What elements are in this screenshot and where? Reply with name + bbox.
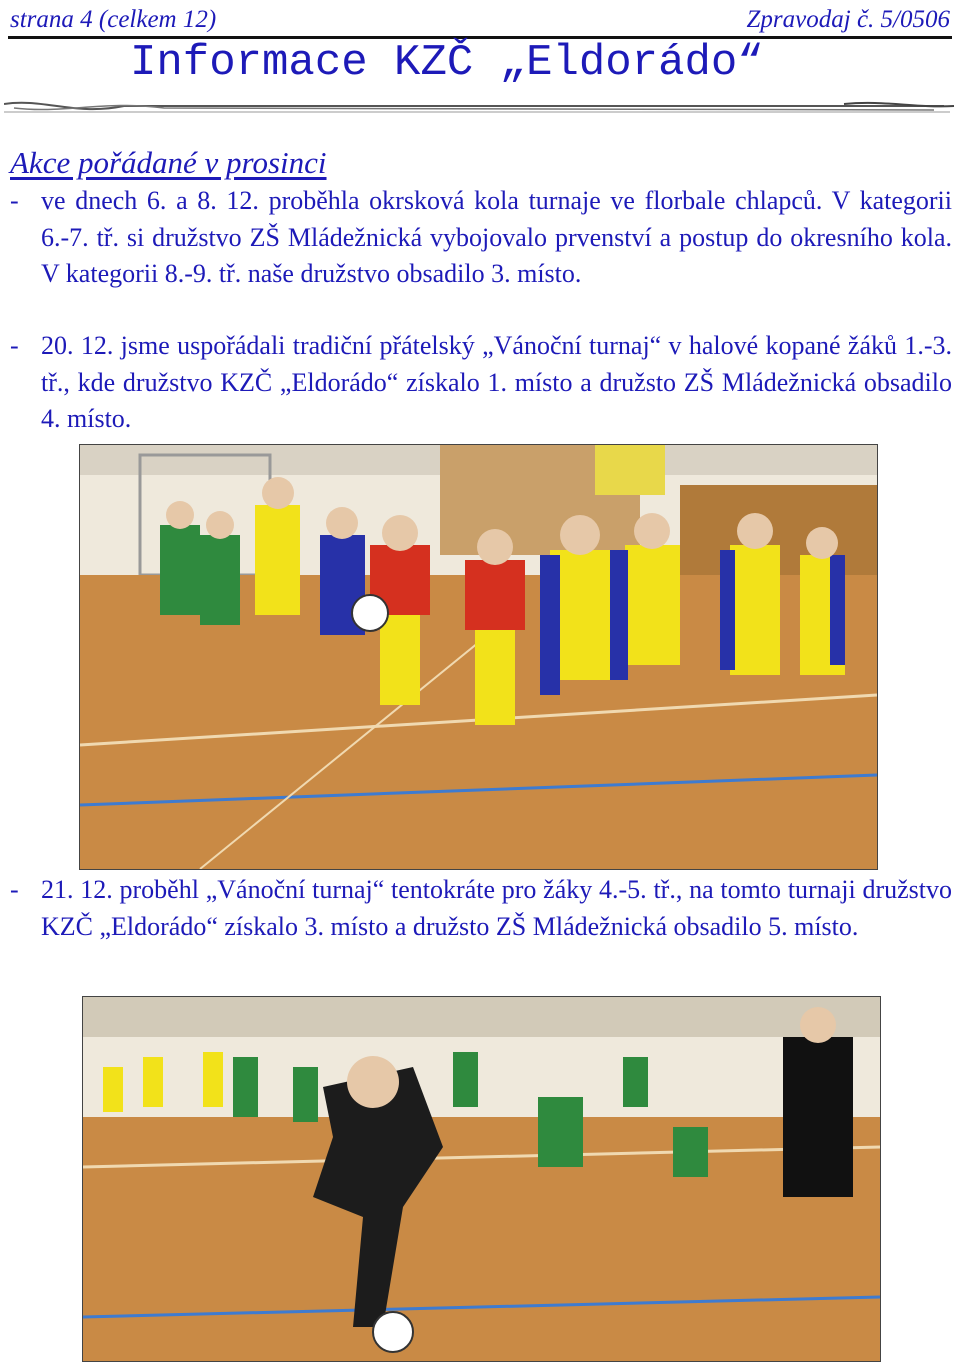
list-item (10, 328, 952, 438)
decorative-divider (4, 94, 956, 122)
match-action-photo (82, 996, 881, 1362)
list-dash: - (10, 331, 19, 360)
team-lineup-photo (79, 444, 878, 870)
list-item-text: 21. 12. proběhl „Vánoční turnaj“ tentokráte pro žáky 4.-5. tř., na tomto turnaji družstvo KZČ „Eldorádo“ získalo 3. místo a družsto ZŠ Mládežnická obsadilo 5. místo. (41, 875, 952, 941)
list-dash: - (10, 875, 19, 904)
newsletter-issue: Zpravodaj č. 5/0506 (746, 6, 950, 33)
section-heading: Akce pořádané v prosinci (10, 145, 327, 180)
list-item (10, 872, 952, 945)
list-item-text: 20. 12. jsme uspořádali tradiční přátelský „Vánoční turnaj“ v halové kopané žáků 1.-3. tř., kde družstvo KZČ „Eldorádo“ získalo 1. místo a družsto ZŠ Mládežnická obsadilo 4. místo. (41, 331, 952, 433)
page-info: strana 4 (celkem 12) (10, 6, 217, 33)
page-title: Informace KZČ „Eldorádo“ (130, 38, 764, 88)
page-header (8, 4, 952, 39)
list-item (10, 183, 952, 293)
list-dash: - (10, 186, 19, 215)
list-item-text: ve dnech 6. a 8. 12. proběhla okrsková kola turnaje ve florbale chlapců. V kategorii 6.-7. tř. si družstvo ZŠ Mládežnická vybojovalo prvenství a postup do okresního kola. V kategorii 8.-9. tř. naše družstvo obsadilo 3. místo. (41, 186, 952, 288)
